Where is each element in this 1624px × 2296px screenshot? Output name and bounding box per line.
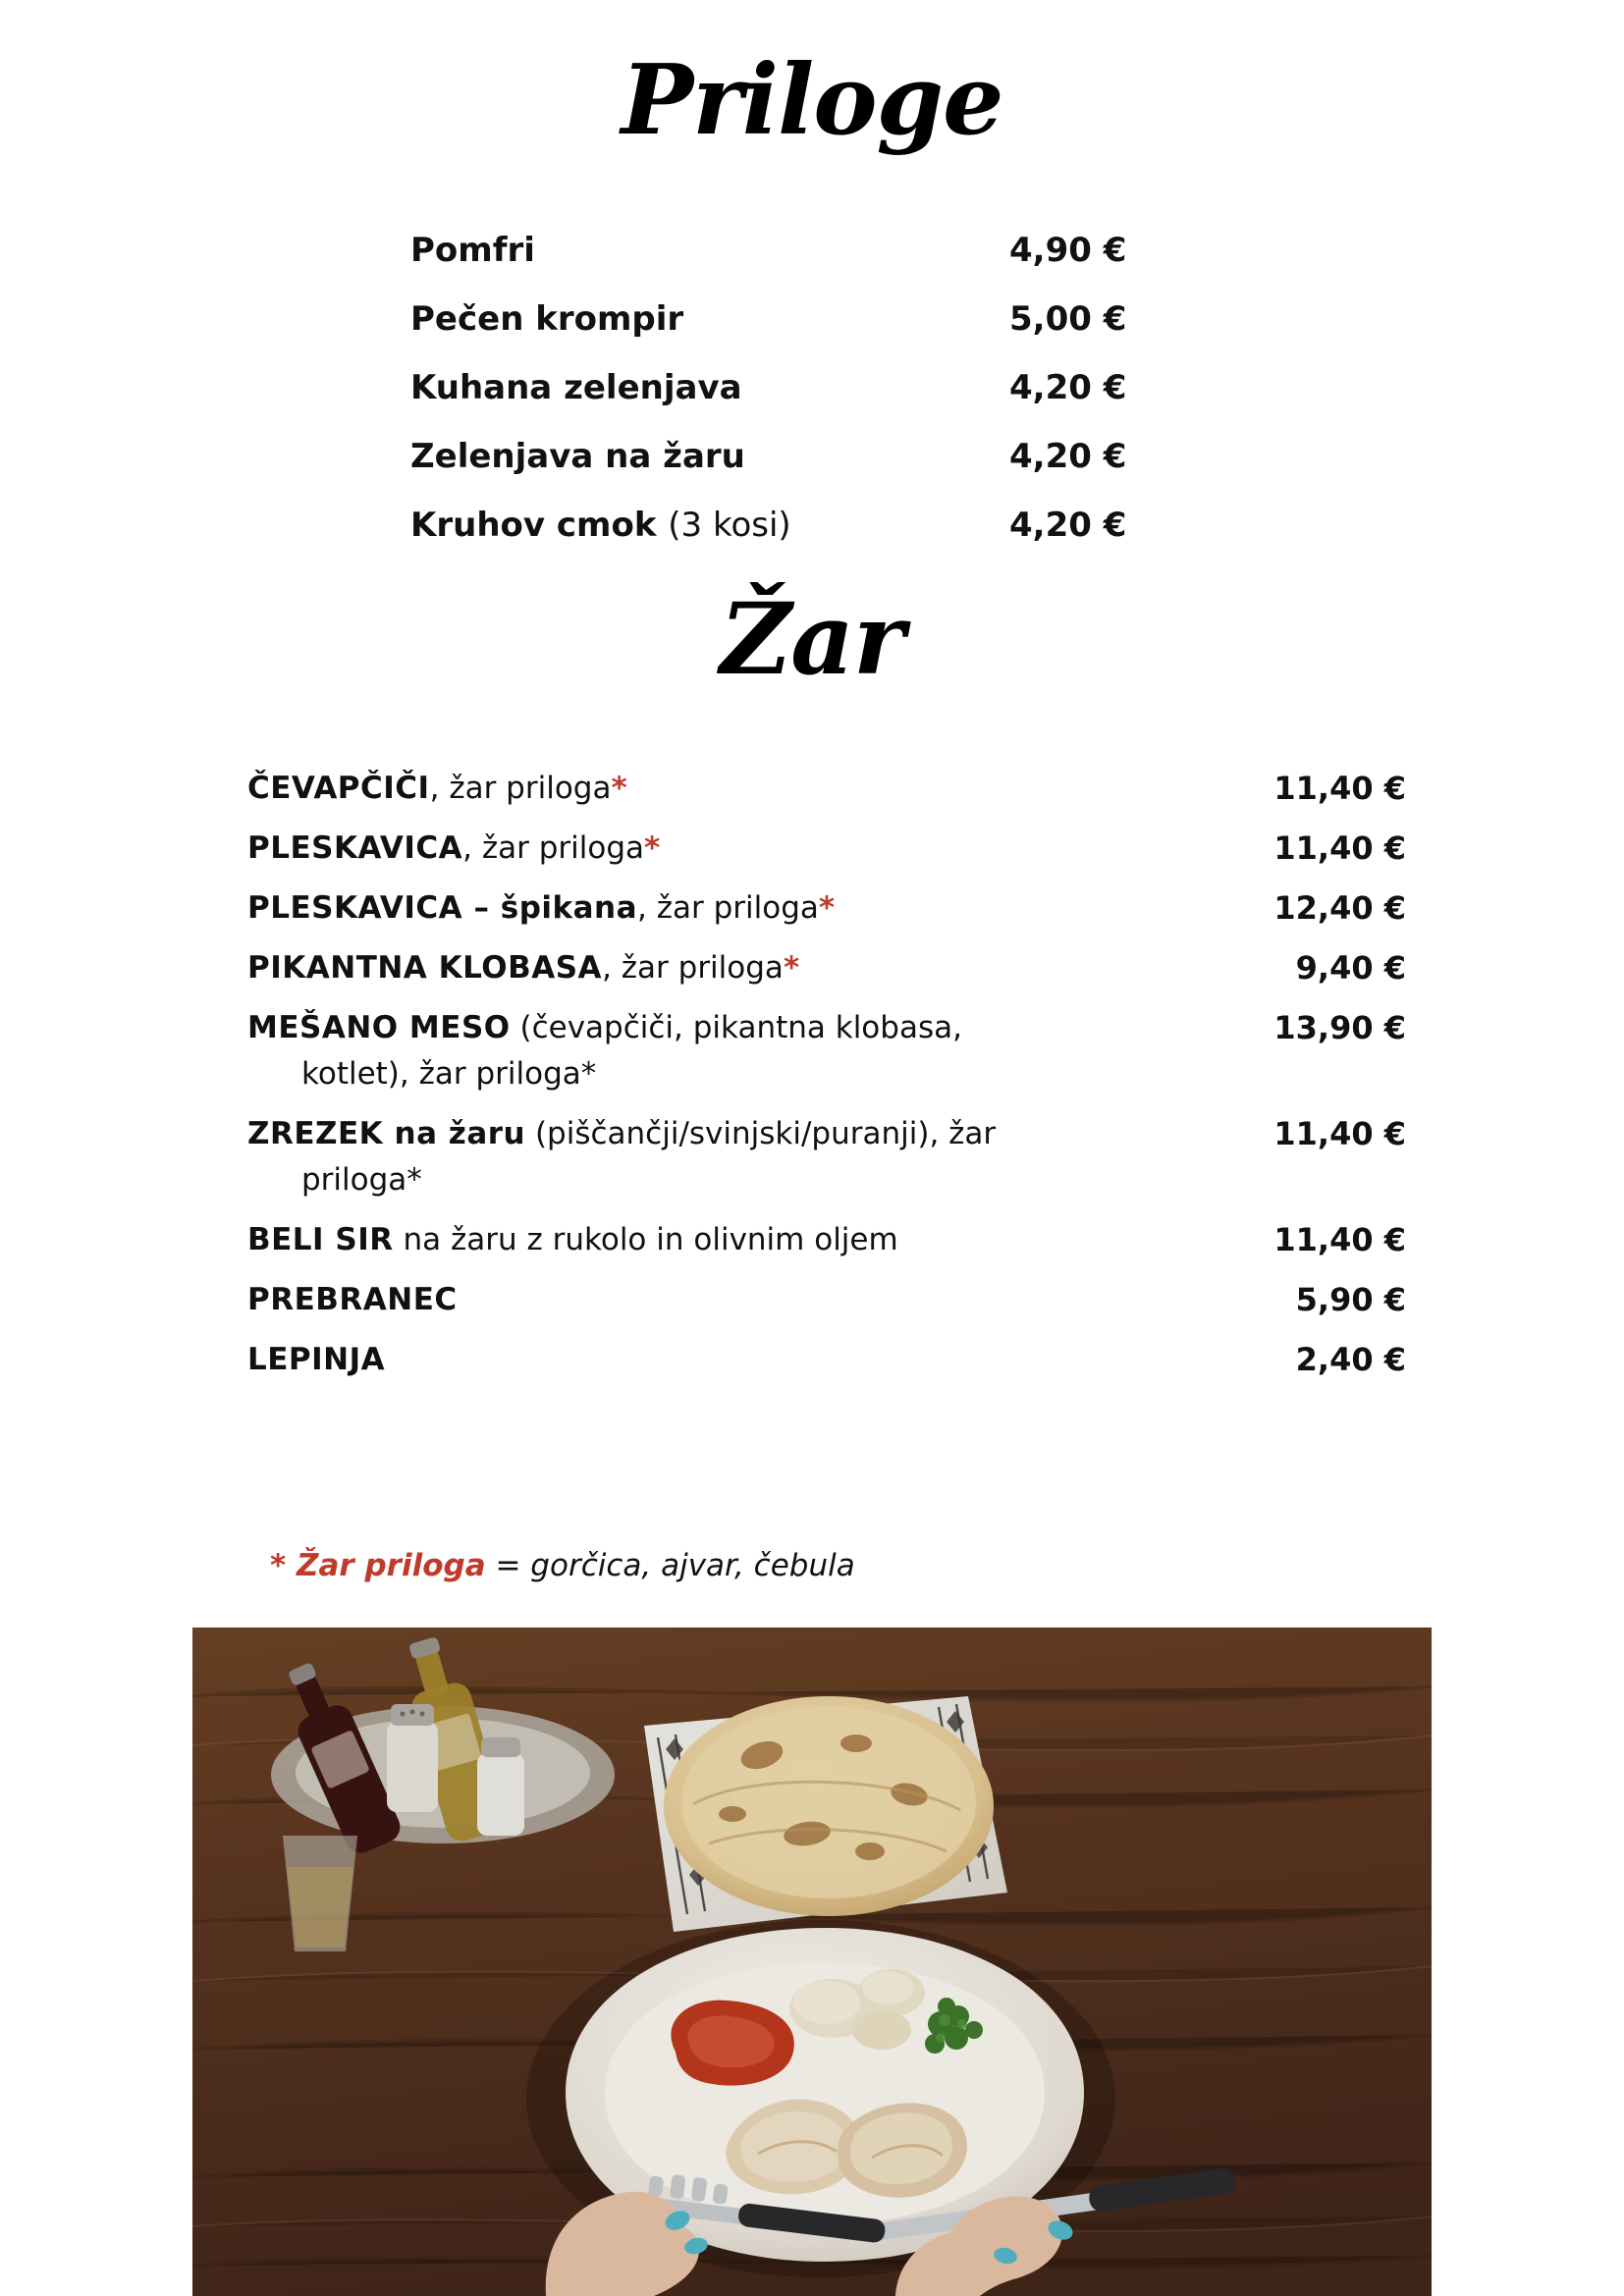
zar-item-name: PIKANTNA KLOBASA, žar priloga* <box>247 950 800 986</box>
list-item <box>247 826 1406 872</box>
zar-item-price: 11,40 € <box>1273 1221 1406 1258</box>
zar-item-price: 11,40 € <box>1273 829 1406 867</box>
list-item <box>247 1111 1406 1203</box>
list-item <box>247 1005 1406 1097</box>
priloge-item-name: Zelenjava na žaru <box>410 437 745 476</box>
list-item <box>247 1217 1406 1263</box>
priloge-item-price: 5,00 € <box>1009 299 1127 339</box>
zar-item-price: 12,40 € <box>1273 889 1406 927</box>
zar-item-price: 11,40 € <box>1273 1115 1406 1152</box>
list-item <box>410 231 1157 299</box>
zar-item-name: ZREZEK na žaru (piščančji/svinjski/puranji), žar priloga* <box>247 1111 1229 1203</box>
priloge-item-name: Kruhov cmok (3 kosi) <box>410 506 791 545</box>
zar-item-price: 5,90 € <box>1295 1281 1406 1318</box>
zar-item-list <box>247 766 1406 1397</box>
priloge-item-name: Pečen krompir <box>410 299 684 339</box>
priloge-item-qty: (3 kosi) <box>668 506 791 545</box>
zar-item-price: 2,40 € <box>1295 1341 1406 1378</box>
priloge-item-price: 4,20 € <box>1009 506 1127 545</box>
list-item <box>410 506 1157 574</box>
zar-item-name: MEŠANO MESO (čevapčiči, pikantna klobasa, kotlet), žar priloga* <box>247 1005 1229 1097</box>
list-item <box>410 299 1157 368</box>
priloge-item-price: 4,90 € <box>1009 231 1127 270</box>
zar-item-name: ČEVAPČIČI, žar priloga* <box>247 771 627 806</box>
zar-item-price: 9,40 € <box>1295 949 1406 987</box>
priloge-item-price: 4,20 € <box>1009 437 1127 476</box>
list-item <box>247 885 1406 932</box>
list-item <box>247 1337 1406 1383</box>
list-item <box>247 1277 1406 1323</box>
zar-item-price: 13,90 € <box>1273 1009 1406 1046</box>
zar-item-name-cont: kotlet), žar priloga* <box>301 1056 597 1092</box>
zar-item-name: PLESKAVICA, žar priloga* <box>247 830 661 866</box>
zar-item-name-cont: priloga* <box>301 1162 422 1198</box>
list-item <box>247 766 1406 812</box>
zar-item-name: PREBRANEC <box>247 1282 458 1317</box>
section-heading-priloge: Priloge <box>621 44 1003 157</box>
food-photo-image <box>192 1628 1432 2296</box>
section-heading-zar: Žar <box>720 581 904 697</box>
list-item <box>410 368 1157 437</box>
zar-item-name: BELI SIR na žaru z rukolo in olivnim oljem <box>247 1222 898 1257</box>
zar-item-name: LEPINJA <box>247 1342 386 1377</box>
priloge-item-name: Kuhana zelenjava <box>410 368 742 407</box>
priloge-item-price: 4,20 € <box>1009 368 1127 407</box>
list-item <box>247 945 1406 991</box>
food-photo <box>192 1628 1432 2296</box>
list-item <box>410 437 1157 506</box>
priloge-item-list <box>410 231 1157 574</box>
zar-item-price: 11,40 € <box>1273 770 1406 807</box>
zar-item-name: PLESKAVICA – špikana, žar priloga* <box>247 890 836 926</box>
priloge-item-name: Pomfri <box>410 231 535 270</box>
zar-footnote: * Žar priloga = gorčica, ajvar, čebula <box>270 1548 855 1583</box>
